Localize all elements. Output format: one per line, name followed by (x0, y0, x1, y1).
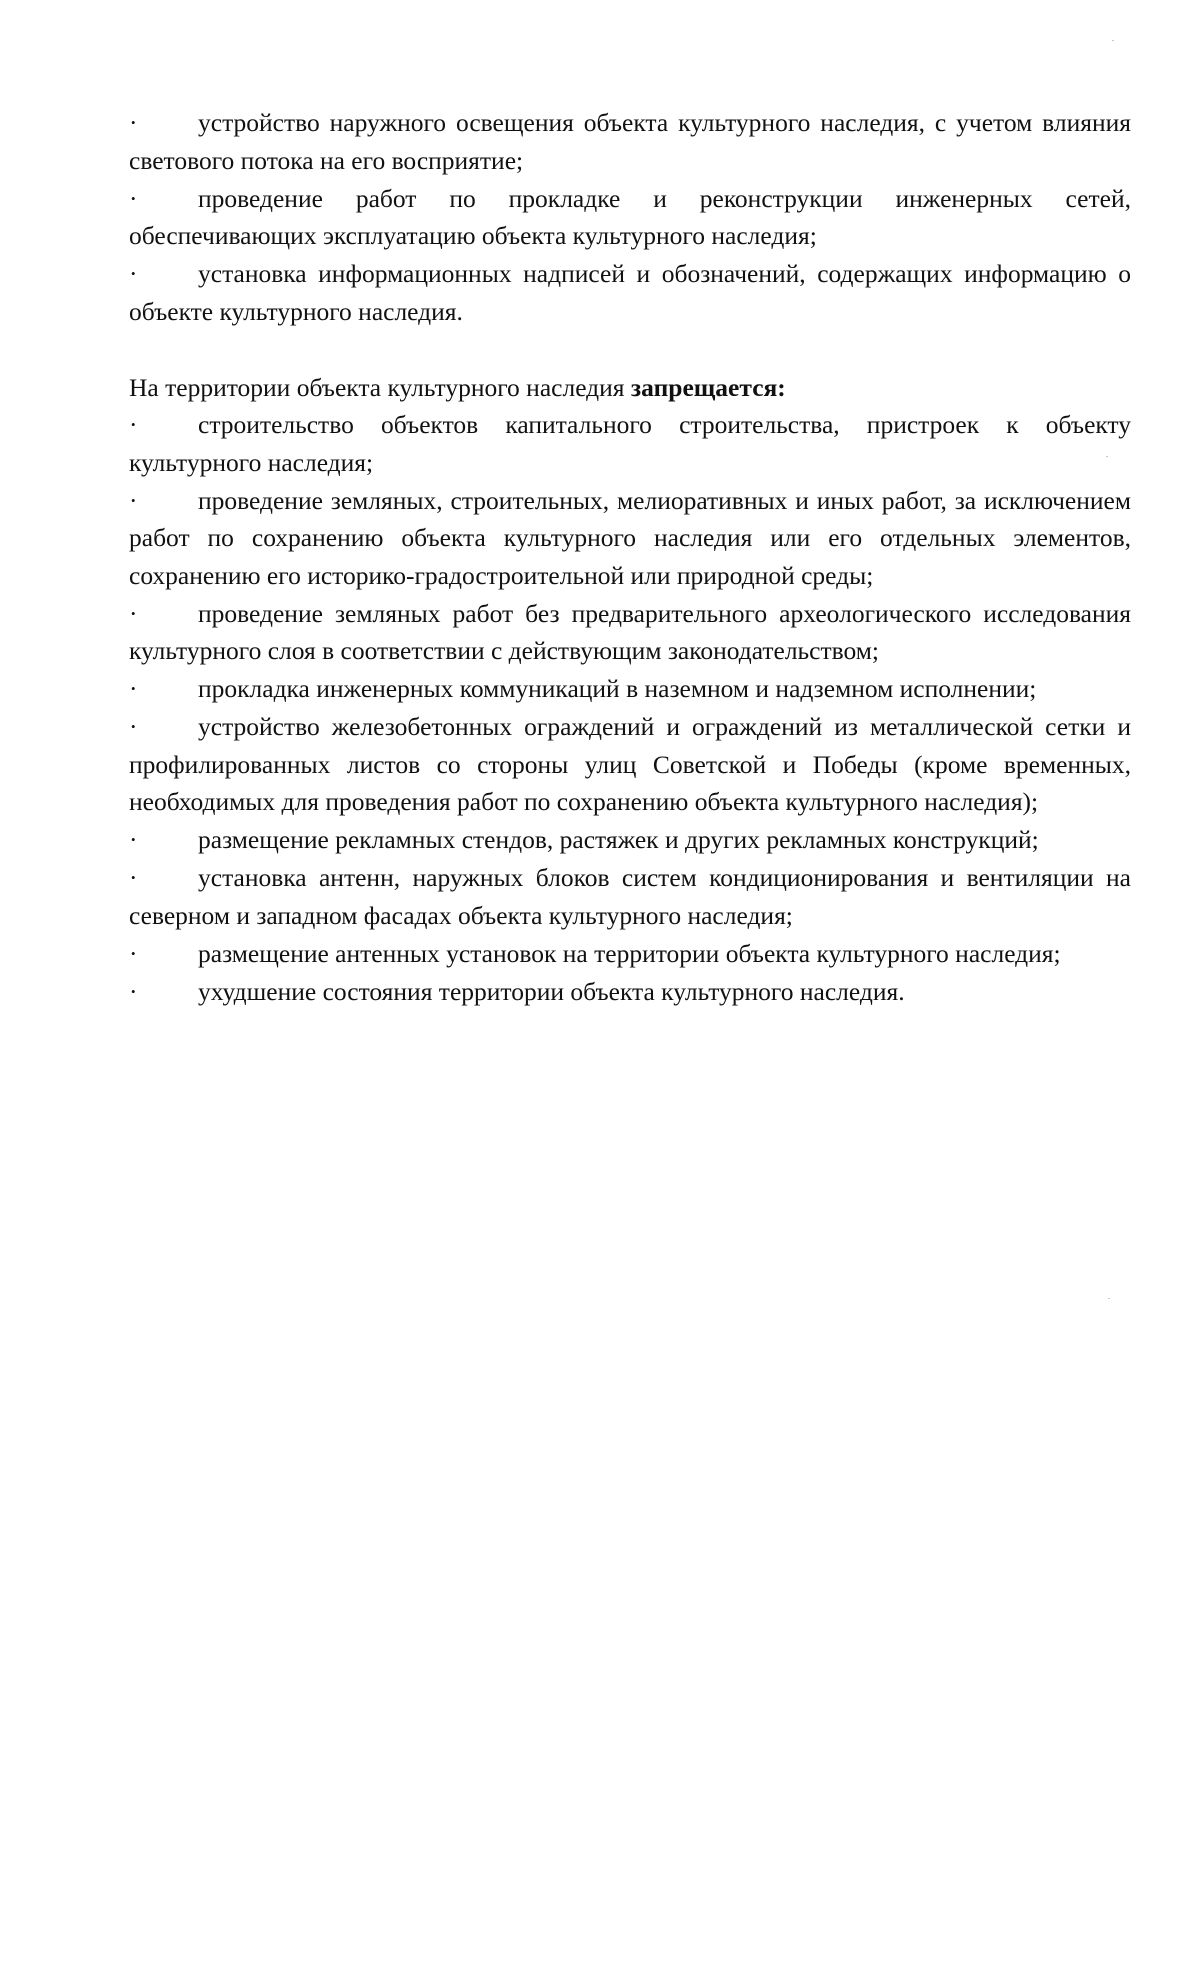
bullet-icon: · (129, 976, 138, 1006)
list-item: · установка информационных надписей и обозначений, содержащих информацию о объекте культурного наследия. (129, 255, 1131, 330)
scan-speck (1106, 456, 1108, 457)
bullet-icon: · (129, 485, 138, 515)
list-item: · ухудшение состояния территории объекта культурного наследия. (129, 973, 1131, 1011)
prohibited-works-list (129, 406, 1131, 1010)
bullet-icon: · (129, 598, 138, 628)
list-item: · устройство железобетонных ограждений и ограждений из металлической сетки и профилированных листов со стороны улиц Советской и Победы (кроме временных, необходимых для проведения работ по сохранению объекта культурного наследия); (129, 708, 1131, 821)
bullet-icon: · (129, 674, 138, 703)
bullet-icon: · (129, 259, 138, 288)
list-item: · прокладка инженерных коммуникаций в наземном и надземном исполнении; (129, 670, 1131, 708)
paragraph-gap (129, 331, 1131, 369)
bullet-icon: · (129, 108, 138, 137)
prohibited-keyword: запрещается: (630, 372, 786, 402)
scan-speck (1112, 40, 1114, 41)
list-item: · проведение земляных работ без предварительного археологического исследования культурного слоя в соответствии с действующим законодательством; (129, 595, 1131, 670)
list-item: · установка антенн, наружных блоков систем кондиционирования и вентиляции на северном и западном фасадах объекта культурного наследия; (129, 859, 1131, 934)
bullet-icon: · (129, 183, 138, 213)
list-item: · устройство наружного освещения объекта культурного наследия, с учетом влияния светового потока на его восприятие; (129, 104, 1131, 179)
list-item: · проведение работ по прокладке и реконструкции инженерных сетей, обеспечивающих эксплуатацию объекта культурного наследия; (129, 180, 1131, 255)
list-item: · строительство объектов капитального строительства, пристроек к объекту культурного наследия; (129, 406, 1131, 481)
document-body (129, 104, 1131, 1011)
scan-speck (1108, 1298, 1110, 1299)
bullet-icon: · (129, 410, 138, 439)
list-item: · размещение рекламных стендов, растяжек и других рекламных конструкций; (129, 821, 1131, 859)
bullet-icon: · (129, 938, 138, 968)
bullet-icon: · (129, 825, 138, 854)
list-item: · проведение земляных, строительных, мелиоративных и иных работ, за исключением работ по сохранению объекта культурного наследия или его отдельных элементов, сохранению его историко-градостроительной или природной среды; (129, 482, 1131, 595)
bullet-icon: · (129, 863, 138, 892)
prohibited-heading: На территории объекта культурного наследия запрещается: (129, 372, 786, 402)
permitted-works-list (129, 104, 1131, 330)
list-item: · размещение антенных установок на территории объекта культурного наследия; (129, 935, 1131, 973)
bullet-icon: · (129, 712, 138, 741)
